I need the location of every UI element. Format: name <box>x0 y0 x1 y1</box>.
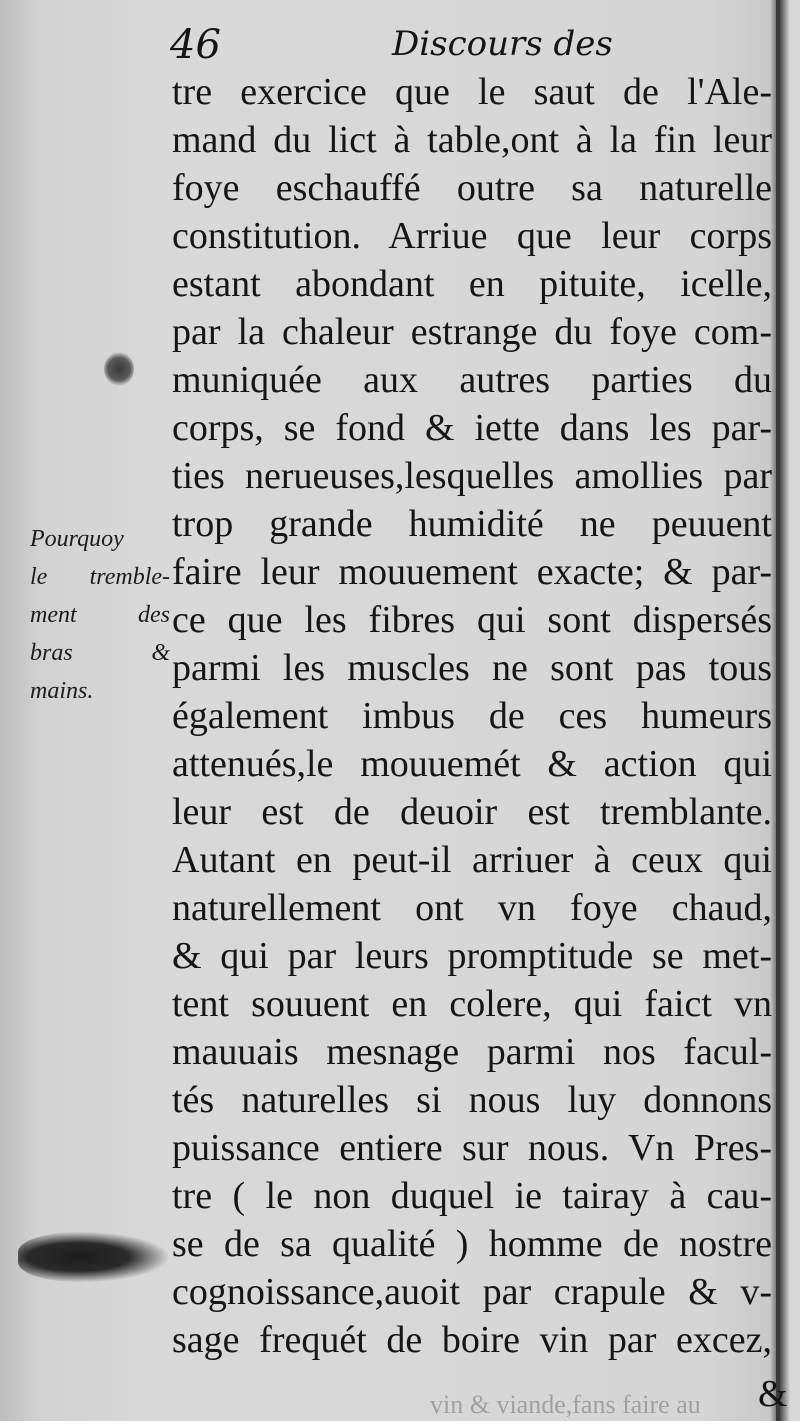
page-number: 46 <box>170 22 221 68</box>
text-line: tés naturelles si nous luy donnons <box>172 1079 772 1121</box>
text-line: ties nerueuses,lesquelles amollies par <box>172 455 772 497</box>
text-line: trop grande humidité ne peuuent <box>172 503 772 545</box>
margin-note-line: le tremble- <box>30 564 170 590</box>
bleed-through-text: vin & viande,fans faire au <box>430 1390 701 1419</box>
ink-smudge <box>18 1232 168 1282</box>
catchword: & <box>758 1373 788 1415</box>
text-line: & qui par leurs promptitude se met- <box>172 935 772 977</box>
text-line: tre ( le non duquel ie tairay à cau- <box>172 1175 772 1217</box>
text-line: sage frequét de boire vin par excez, <box>172 1319 772 1361</box>
text-line: tre exercice que le saut de l'Ale- <box>172 71 772 113</box>
page-gutter-edge <box>776 0 780 1421</box>
text-line: estant abondant en pituite, icelle, <box>172 263 772 305</box>
text-line: faire leur mouuement exacte; & par- <box>172 551 772 593</box>
text-line: puissance entiere sur nous. Vn Pres- <box>172 1127 772 1169</box>
text-line: corps, se fond & iette dans les par- <box>172 407 772 449</box>
text-line: Autant en peut-il arriuer à ceux qui <box>172 839 772 881</box>
running-head: Discours des <box>392 24 613 64</box>
page-header <box>170 18 613 70</box>
text-line: tent souuent en colere, qui faict vn <box>172 983 772 1025</box>
text-line: cognoissance,auoit par crapule & v- <box>172 1271 772 1313</box>
body-text <box>172 68 772 1364</box>
text-line: attenués,le mouuemét & action qui <box>172 743 772 785</box>
text-line: mand du lict à table,ont à la fin leur <box>172 119 772 161</box>
ink-blot <box>104 352 134 386</box>
margin-note <box>30 520 170 710</box>
margin-note-line: bras & <box>30 640 170 666</box>
text-line: muniquée aux autres parties du <box>172 359 772 401</box>
text-line: ce que les fibres qui sont dispersés <box>172 599 772 641</box>
text-line: également imbus de ces humeurs <box>172 695 772 737</box>
text-line: se de sa qualité ) homme de nostre <box>172 1223 772 1265</box>
margin-note-line: Pourquoy <box>30 526 124 552</box>
text-line: foye eschauffé outre sa naturelle <box>172 167 772 209</box>
margin-note-line: mains. <box>30 678 94 704</box>
text-line: constitution. Arriue que leur corps <box>172 215 772 257</box>
text-line: mauuais mesnage parmi nos facul- <box>172 1031 772 1073</box>
text-line: leur est de deuoir est tremblante. <box>172 791 772 833</box>
text-line: naturellement ont vn foye chaud, <box>172 887 772 929</box>
text-line: par la chaleur estrange du foye com- <box>172 311 772 353</box>
text-line: parmi les muscles ne sont pas tous <box>172 647 772 689</box>
margin-note-line: ment des <box>30 602 170 628</box>
